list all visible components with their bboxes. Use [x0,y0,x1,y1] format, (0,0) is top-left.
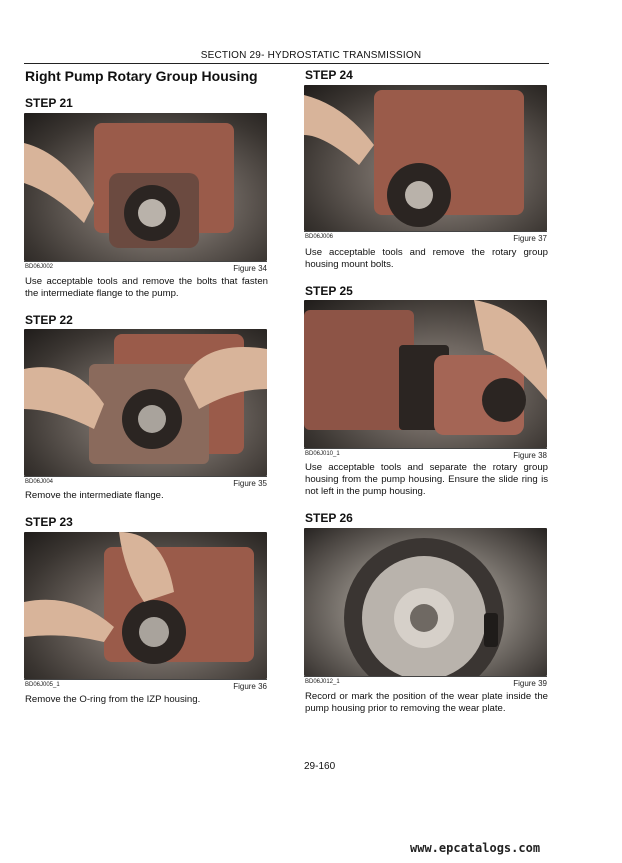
figure-34-code: BD06J002 [25,264,54,270]
figure-37-label: Figure 37 [513,234,547,243]
figure-38-label: Figure 38 [513,451,547,460]
figure-38-rule [304,448,547,449]
step-21-title: STEP 21 [25,96,73,110]
figure-38-code: BD06J010_1 [305,451,340,457]
section-header: SECTION 29- HYDROSTATIC TRANSMISSION [200,50,422,61]
step-25-title: STEP 25 [305,284,353,298]
figure-38-photo [304,300,547,448]
figure-34-rule [24,261,267,262]
figure-35-photo [24,329,267,476]
figure-39-photo [304,528,547,676]
step-26-text: Record or mark the position of the wear plate inside the pump housing prior to removing the wear plate. [305,691,548,714]
step-23-text: Remove the O-ring from the IZP housing. [25,694,201,705]
figure-37-photo [304,85,547,231]
figure-34-label: Figure 34 [233,264,267,273]
figure-34-photo [24,113,267,261]
step-24-title: STEP 24 [305,68,353,82]
step-22-text: Remove the intermediate flange. [25,490,164,501]
page-number: 29-160 [304,761,336,772]
figure-39-rule [304,676,547,677]
step-24-text: Use acceptable tools and remove the rotary group housing mount bolts. [305,247,548,270]
figure-36-rule [24,679,267,680]
step-21-text: Use acceptable tools and remove the bolts that fasten the intermediate flange to the pump. [25,276,268,299]
figure-37-rule [304,231,547,232]
watermark-url: www.epcatalogs.com [410,841,541,855]
page-heading: Right Pump Rotary Group Housing [25,68,258,84]
figure-39-code: BD06J012_1 [305,679,340,685]
figure-35-label: Figure 35 [233,479,267,488]
step-26-title: STEP 26 [305,511,353,525]
step-22-title: STEP 22 [25,313,73,327]
figure-35-rule [24,476,267,477]
step-23-title: STEP 23 [25,515,73,529]
figure-37-code: BD06J006 [305,234,334,240]
header-rule [24,63,549,64]
step-25-text: Use acceptable tools and separate the rotary group housing from the pump housing. Ensure the slide ring is not left in the pump housing. [305,462,548,497]
figure-36-photo [24,532,267,679]
figure-36-label: Figure 36 [233,682,267,691]
figure-36-code: BD06J005_1 [25,682,60,688]
figure-35-code: BD06J004 [25,479,54,485]
figure-39-label: Figure 39 [513,679,547,688]
